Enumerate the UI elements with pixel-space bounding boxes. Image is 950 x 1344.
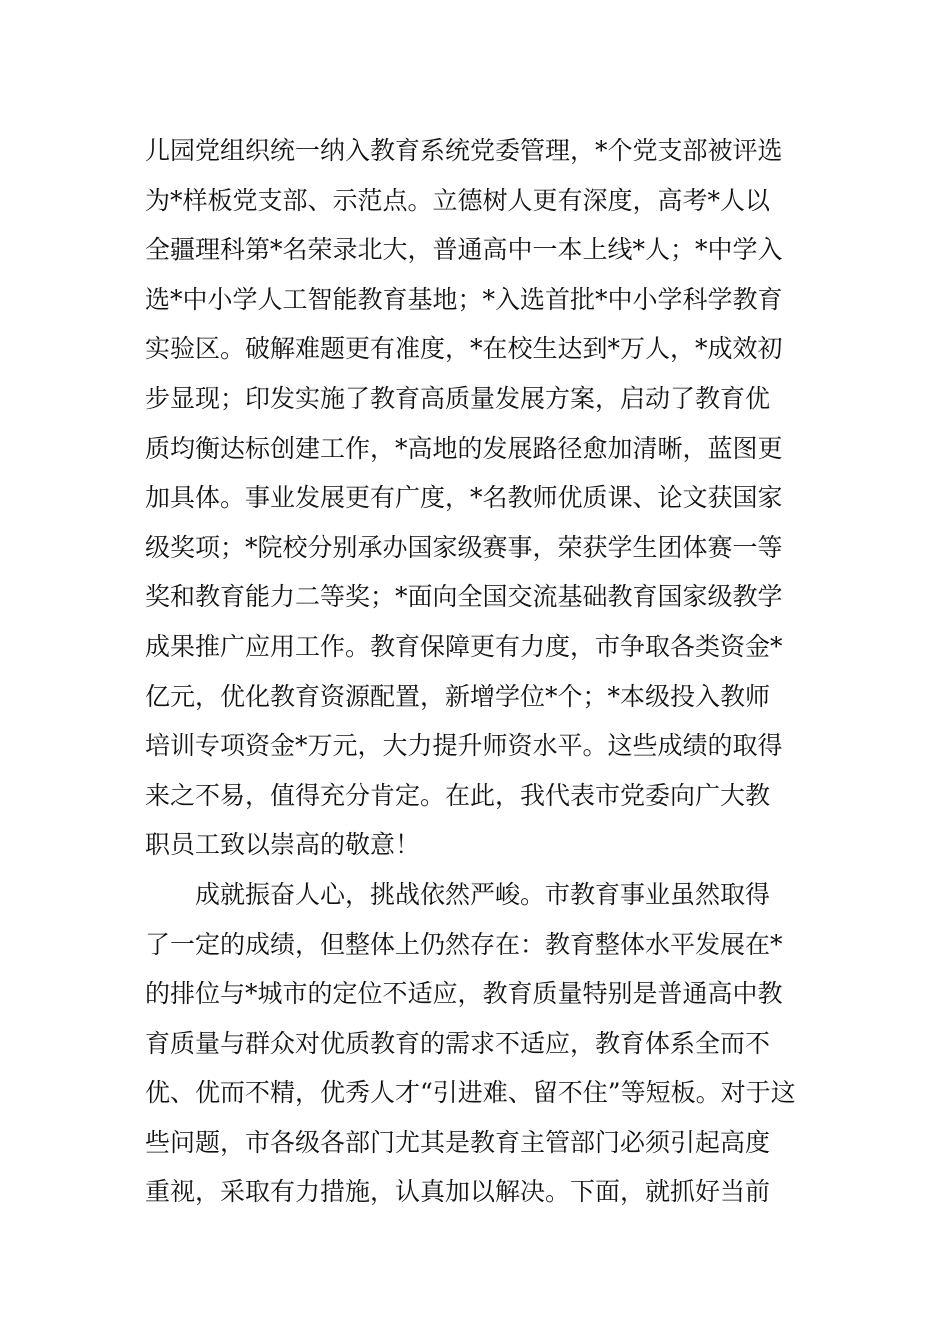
text-line: 些问题，市各级各部门尤其是教育主管部门必须引起高度 [145,1127,771,1157]
text-line: 实验区。破解难题更有准度，*在校生达到*万人，*成效初 [145,334,783,364]
text-line: 培训专项资金*万元，大力提升师资水平。这些成绩的取得 [145,731,783,761]
text-line: 为*样板党支部、示范点。立德树人更有深度，高考*人以 [145,185,771,215]
text-line: 育质量与群众对优质教育的需求不适应，教育体系全而不 [145,1028,771,1058]
text-line: 优、优而不精，优秀人才“引进难、留不住”等短板。对于这 [145,1078,796,1108]
text-line: 儿园党组织统一纳入教育系统党委管理，*个党支部被评选 [145,136,783,165]
text-line: 奖和教育能力二等奖；*面向全国交流基础教育国家级教学 [145,582,783,612]
text-line: 步显现；印发实施了教育高质量发展方案，启动了教育优 [145,383,771,413]
text-line-indented: 成就振奋人心，挑战依然严峻。市教育事业虽然取得 [195,879,771,909]
text-line: 了一定的成绩，但整体上仍然存在：教育整体水平发展在* [145,929,783,959]
text-line: 职员工致以崇高的敬意！ [145,830,421,860]
text-line: 全疆理科第*名荣录北大，普通高中一本上线*人；*中学入 [145,235,783,265]
text-line: 来之不易，值得充分肯定。在此，我代表市党委向广大教 [145,780,771,810]
text-line: 重视，采取有力措施，认真加以解决。下面，就抓好当前 [145,1177,771,1207]
paragraph-achievements [145,126,815,870]
document-body [145,126,815,1217]
text-line: 的排位与*城市的定位不适应，教育质量特别是普通高中教 [145,979,783,1009]
text-line: 加具体。事业发展更有广度，*名教师优质课、论文获国家 [145,483,783,513]
text-line: 亿元，优化教育资源配置，新增学位*个；*本级投入教师 [145,681,771,711]
text-line: 级奖项；*院校分别承办国家级赛事，荣获学生团体赛一等 [145,532,783,562]
text-line: 质均衡达标创建工作，*高地的发展路径愈加清晰，蓝图更 [145,433,783,463]
paragraph-challenges [145,870,815,1217]
text-line: 选*中小学人工智能教育基地；*入选首批*中小学科学教育 [145,284,783,314]
text-line: 成果推广应用工作。教育保障更有力度，市争取各类资金* [145,631,783,661]
